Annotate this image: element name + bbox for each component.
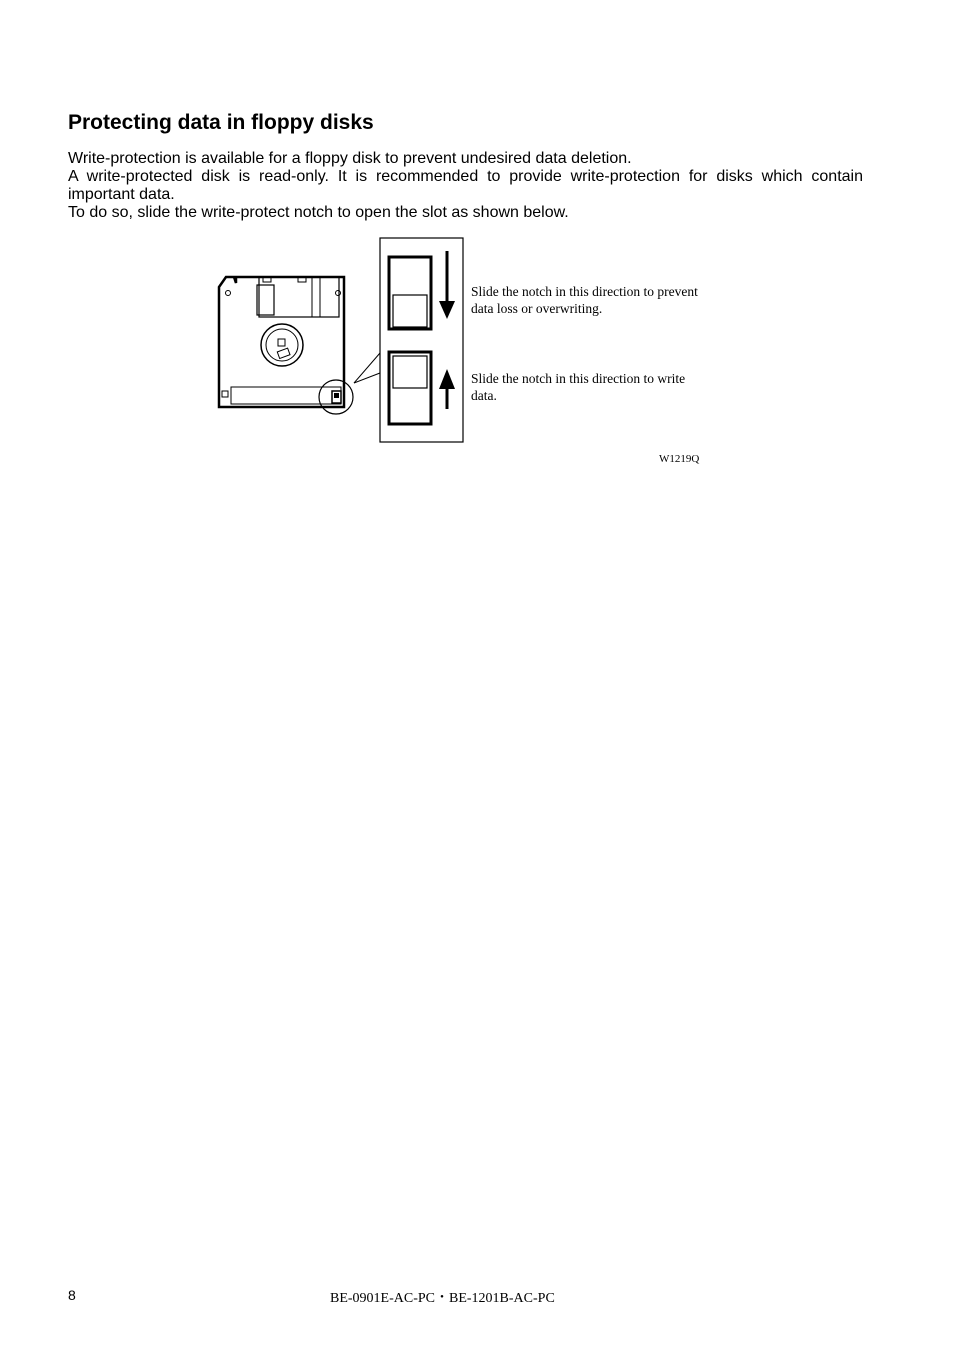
section-heading: Protecting data in floppy disks — [68, 111, 374, 134]
paragraph-intro: Write-protection is available for a floppy disk to prevent undesired data deletion. — [68, 150, 632, 167]
figure-code: W1219Q — [659, 453, 700, 465]
write-protect-figure — [214, 235, 714, 475]
body-text — [68, 150, 863, 222]
caption-write: Slide the notch in this direction to write data. — [471, 371, 686, 403]
floppy-disk-icon — [219, 277, 353, 414]
page-number: 8 — [68, 1287, 76, 1303]
paragraph-read-only: A write-protected disk is read-only. It is recommended to provide write-protection for disks which contain important data. — [68, 168, 863, 203]
paragraph-instruction: To do so, slide the write-protect notch to open the slot as shown below. — [68, 204, 569, 221]
caption-protect: Slide the notch in this direction to prevent data loss or overwriting. — [471, 284, 698, 316]
footer-model-number: BE-0901E-AC-PC・BE-1201B-AC-PC — [330, 1291, 555, 1306]
callout-lines — [354, 353, 380, 383]
floppy-diagram — [214, 235, 714, 475]
